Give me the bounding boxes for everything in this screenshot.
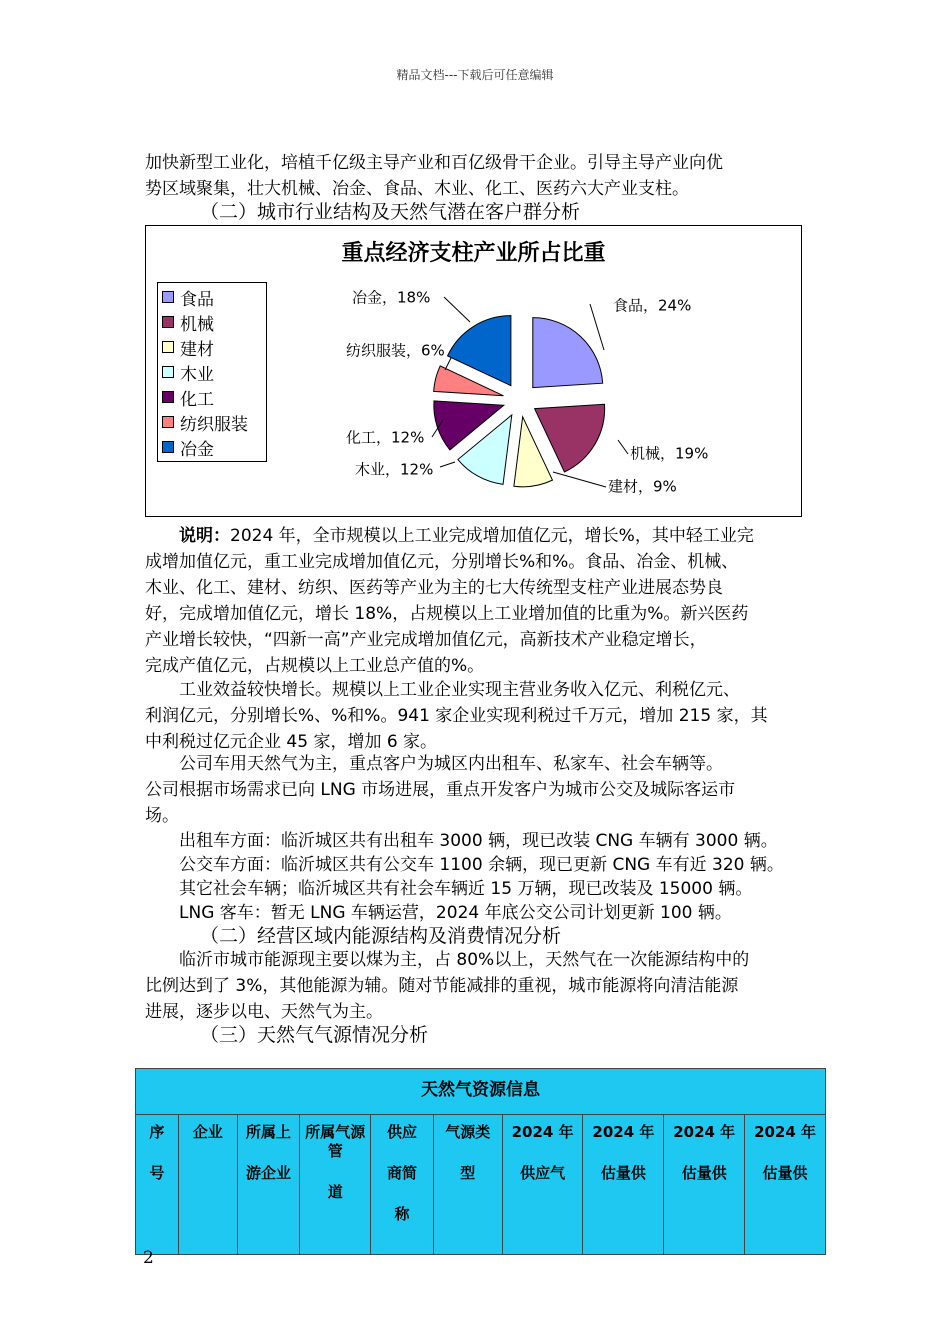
gas-resource-table xyxy=(135,1068,826,1255)
header-text: 所属气源管 xyxy=(305,1123,366,1160)
header-text: 估量供 xyxy=(600,1164,646,1182)
pie-data-label: 机械，19% xyxy=(630,444,709,463)
header-text: 2024 年 xyxy=(511,1123,574,1141)
table-header-cell xyxy=(136,1115,179,1255)
pie-chart xyxy=(0,0,950,600)
intro-line-1: 加快新型工业化，培植千亿级主导产业和百亿级骨干企业。引导主导产业向优 xyxy=(145,153,723,173)
section-title-gas-source: （三）天然气气源情况分析 xyxy=(200,1024,429,1046)
table-header-cell xyxy=(300,1115,371,1255)
desc-label: 说明： xyxy=(179,526,230,546)
vehicle-line-lng: LNG 客车：暂无 LNG 车辆运营，2024 年底公交公司计划更新 100 辆。 xyxy=(179,903,732,923)
pie-data-label: 化工，12% xyxy=(346,428,425,447)
header-text: 称 xyxy=(394,1205,410,1223)
legend-label: 木业 xyxy=(180,364,214,385)
desc-text-1: 2024 年，全市规模以上工业完成增加值亿元，增长%，其中轻工业完 xyxy=(230,526,754,546)
desc-line-6: 完成产值亿元，占规模以上工业总产值的%。 xyxy=(145,656,485,676)
header-text: 号 xyxy=(149,1164,165,1182)
intro-line-2: 势区域聚集，壮大机械、冶金、食品、木业、化工、医药六大产业支柱。 xyxy=(145,179,689,199)
table-header-row xyxy=(136,1115,826,1255)
company-line-1: 公司车用天然气为主，重点客户为城区内出租车、私家车、社会车辆等。 xyxy=(179,754,723,774)
pie-data-label: 纺织服装，6% xyxy=(346,341,445,360)
header-text: 气源类 xyxy=(445,1123,491,1141)
leader-line xyxy=(553,472,606,487)
vehicle-line-bus: 公交车方面：临沂城区共有公交车 1100 余辆，现已更新 CNG 车有近 320 辆。 xyxy=(179,855,784,875)
table-header-cell xyxy=(433,1115,502,1255)
legend-label: 建材 xyxy=(180,339,214,360)
header-text: 序 xyxy=(149,1123,165,1141)
header-text: 企业 xyxy=(192,1123,223,1141)
table-header-cell xyxy=(664,1115,745,1255)
energy-line-3: 进展，逐步以电、天然气为主。 xyxy=(145,1002,383,1022)
chart-title: 重点经济支柱产业所占比重 xyxy=(341,241,606,266)
header-text: 游企业 xyxy=(246,1164,292,1182)
header-text: 2024 年 xyxy=(673,1123,736,1141)
header-text: 估量供 xyxy=(762,1164,808,1182)
header-text: 2024 年 xyxy=(754,1123,817,1141)
legend-label: 化工 xyxy=(180,389,214,410)
vehicle-line-taxi: 出租车方面：临沂城区共有出租车 3000 辆，现已改装 CNG 车辆有 3000 辆。 xyxy=(179,831,778,851)
table-header-cell xyxy=(371,1115,434,1255)
leader-line xyxy=(590,304,604,350)
header-text: 估量供 xyxy=(681,1164,727,1182)
legend-label: 食品 xyxy=(180,289,214,310)
table-header-cell xyxy=(745,1115,826,1255)
section-title-energy: （二）经营区域内能源结构及消费情况分析 xyxy=(200,925,562,947)
desc-line-4: 好，完成增加值亿元，增长 18%，占规模以上工业增加值的比重为%。新兴医药 xyxy=(145,604,749,624)
legend-label: 机械 xyxy=(180,314,214,335)
table-header-cell xyxy=(237,1115,300,1255)
pie-slice-食品 xyxy=(533,318,603,388)
table-title-row xyxy=(136,1069,826,1115)
header-text: 所属上 xyxy=(246,1123,292,1141)
leader-line xyxy=(618,440,628,454)
pie-data-label: 木业，12% xyxy=(355,460,434,479)
desc-line-2: 成增加值亿元，重工业完成增加值亿元，分别增长%和%。食品、冶金、机械、 xyxy=(145,552,739,572)
legend-label: 冶金 xyxy=(180,439,214,460)
page-header: 精品文档---下载后可任意编辑 xyxy=(396,68,554,82)
header-text: 道 xyxy=(327,1183,343,1201)
benefit-line-3: 中利税过亿元企业 45 家，增加 6 家。 xyxy=(145,732,438,752)
company-line-2: 公司根据市场需求已向 LNG 市场进展，重点开发客户为城市公交及城际客运市 xyxy=(145,780,736,800)
section-title-industry: （二）城市行业结构及天然气潜在客户群分析 xyxy=(200,201,581,223)
energy-line-1: 临沂市城市能源现主要以煤为主，占 80%以上，天然气在一次能源结构中的 xyxy=(179,950,750,970)
legend-label: 纺织服装 xyxy=(180,414,248,435)
header-text: 2024 年 xyxy=(592,1123,655,1141)
table-header-cell xyxy=(178,1115,237,1255)
leader-line xyxy=(440,462,455,467)
benefit-line-1: 工业效益较快增长。规模以上工业企业实现主营业务收入亿元、利税亿元、 xyxy=(179,680,740,700)
energy-line-2: 比例达到了 3%，其他能源为辅。随对节能减排的重视，城市能源将向清洁能源 xyxy=(145,976,739,996)
desc-line-5: 产业增长较快，“四新一高”产业完成增加值亿元，高新技术产业稳定增长， xyxy=(145,630,707,650)
page-number: 2 xyxy=(143,1248,154,1268)
desc-line-3: 木业、化工、建材、纺织、医药等产业为主的七大传统型支柱产业进展态势良 xyxy=(145,578,723,598)
pie-data-label: 食品，24% xyxy=(613,296,692,315)
pie-slice-机械 xyxy=(535,404,605,472)
vehicle-line-social: 其它社会车辆；临沂城区共有社会车辆近 15 万辆，现已改装及 15000 辆。 xyxy=(179,879,753,899)
header-text: 型 xyxy=(460,1164,476,1182)
table-header-cell xyxy=(583,1115,664,1255)
table-header-cell xyxy=(502,1115,583,1255)
leader-line xyxy=(444,297,470,322)
table-title: 天然气资源信息 xyxy=(136,1069,826,1115)
pie-data-label: 建材，9% xyxy=(608,477,677,496)
company-line-3: 场。 xyxy=(145,806,179,826)
pie-data-label: 冶金，18% xyxy=(352,288,431,307)
header-text: 供应气 xyxy=(520,1164,566,1182)
desc-line-1 xyxy=(145,523,810,549)
header-text: 商简 xyxy=(387,1164,418,1182)
benefit-line-2: 利润亿元，分别增长%、%和%。941 家企业实现利税过千万元，增加 215 家，其 xyxy=(145,706,768,726)
header-text: 供应 xyxy=(387,1123,418,1141)
